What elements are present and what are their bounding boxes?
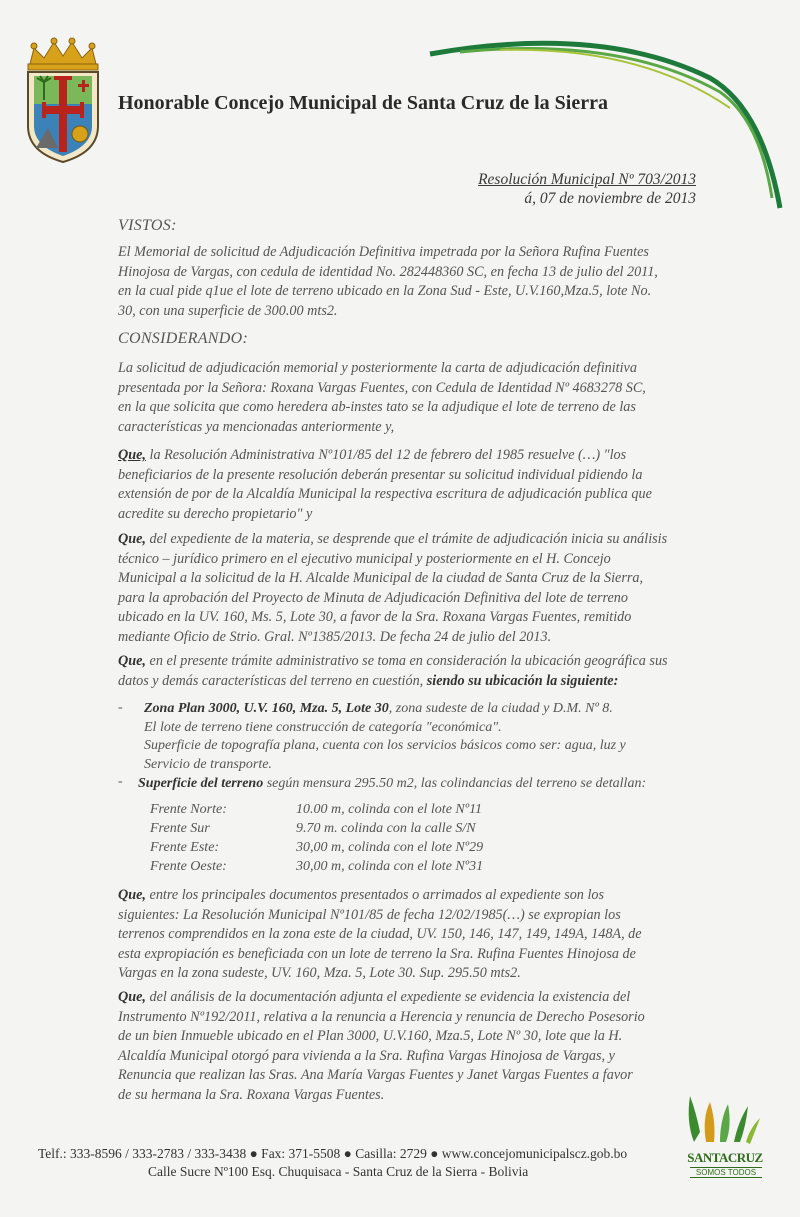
considerando-paragraph-1	[118, 359, 696, 437]
text-line: esta expropiación es beneficiada con un lote de terreno la Sra. Rufina Fuentes Hinojosa de	[118, 945, 636, 962]
considerando-paragraph-3	[118, 530, 696, 648]
text-line: extensión de por de la Alcaldía Municipal la respectiva escritura de adjudicación publica que	[118, 486, 652, 503]
paragraph-5	[118, 886, 696, 984]
text-line: presentada por la Señora: Roxana Vargas Fuentes, con Cedula de Identidad Nº 4683278 SC,	[118, 379, 646, 396]
resolution-block	[478, 170, 696, 208]
table-cell-label: Frente Este:	[150, 840, 220, 855]
text-line: Servicio de transporte.	[144, 756, 272, 772]
que-lead: Que,	[118, 653, 146, 669]
text-line: entre los principales documentos presentados o arrimados al expediente son los	[145, 887, 605, 903]
text-line: datos y demás características del terreno en cuestión,	[118, 672, 427, 689]
table-cell-value: 9.70 m. colinda con la calle S/N	[296, 821, 476, 836]
text-line: de su hermana la Sra. Roxana Vargas Fuentes.	[118, 1086, 385, 1103]
table-cell-value: 10.00 m, colinda con el lote Nº11	[296, 802, 483, 817]
text-line: la Resolución Administrativa Nº101/85 del 12 de febrero del 1985 resuelve (…) "los	[145, 447, 627, 463]
text-line: según mensura 295.50 m2, las colindancias del terreno se detallan:	[263, 776, 647, 791]
text-line: La solicitud de adjudicación memorial y posteriormente la carta de adjudicación definitiva	[118, 360, 637, 376]
zona-block	[144, 700, 704, 774]
resolution-date: á, 07 de noviembre de 2013	[524, 190, 696, 207]
superficie-bold: Superficie del terreno	[138, 776, 264, 791]
text-line: Superficie de topografía plana, cuenta con los servicios básicos como ser: agua, luz y	[144, 738, 626, 753]
text-line: terrenos comprendidos en la zona este de la ciudad, UV. 150, 146, 147, 149, 149A, 148A, de	[118, 926, 642, 943]
considerando-paragraph-2	[118, 446, 696, 524]
text-line: en la que solicita que como heredera ab-instes tato se la adjudique el lote de terreno de las	[118, 399, 636, 416]
footer-contact: Telf.: 333-8596 / 333-2783 / 333-3438 ● Fax: 371-5508 ● Casilla: 2729 ● www.concejomunicipalscz.gob.bo	[38, 1146, 628, 1161]
text-line: mediante Oficio de Strio. Gral. Nº1385/2013. De fecha 24 de julio del 2013.	[118, 628, 552, 645]
colindancias-table	[150, 802, 570, 878]
page-title: Honorable Concejo Municipal de Santa Cruz de la Sierra	[118, 92, 608, 114]
text-line: del expediente de la materia, se desprende que el trámite de adjudicación inicia su análisis	[145, 531, 668, 547]
text-line: del análisis de la documentación adjunta el expediente se evidencia la existencia del	[145, 989, 631, 1005]
table-cell-label: Frente Norte:	[150, 802, 227, 817]
resolution-number: Resolución Municipal Nº 703/2013	[478, 171, 696, 188]
text-line: siguientes: La Resolución Municipal Nº101/85 de fecha 12/02/1985(…) se expropian los	[118, 906, 621, 923]
text-line: El Memorial de solicitud de Adjudicación Definitiva impetrada por la Señora Rufina Fuentes	[118, 244, 649, 260]
bullet-dash: -	[118, 774, 123, 789]
table-cell-value: 30,00 m, colinda con el lote Nº29	[296, 840, 484, 855]
text-line: Alcaldía Municipal otorgó para vivienda a la Sra. Rufina Vargas Hinojosa de Vargas, y	[118, 1047, 615, 1064]
text-line: en la cual pide q1ue el lote de terreno ubicado en la Zona Sud - Este, U.V.160,Mza.5, lote No.	[118, 283, 652, 300]
que-lead: Que,	[118, 531, 146, 547]
coat-of-arms-icon	[20, 36, 106, 166]
zona-bold: Zona Plan 3000, U.V. 160, Mza. 5, Lote 30	[144, 701, 389, 716]
text-line: , zona sudeste de la ciudad y D.M. Nº 8.	[388, 701, 613, 716]
que-lead: Que,	[118, 447, 146, 463]
text-line: ubicado en la UV. 160, Ms. 5, Lote 30, a favor de la Sra. Roxana Vargas Fuentes, remitido	[118, 609, 632, 626]
considerando-paragraph-4	[118, 652, 696, 691]
vistos-heading: VISTOS:	[118, 217, 177, 234]
table-cell-label: Frente Oeste:	[150, 859, 227, 874]
brand-tagline: SOMOS TODOS	[690, 1167, 762, 1178]
text-line: 30, con una superficie de 300.00 mts2.	[118, 302, 338, 319]
table-cell-value: 30,00 m, colinda con el lote Nº31	[296, 859, 484, 874]
paragraph-6	[118, 988, 696, 1106]
text-line: Hinojosa de Vargas, con cedula de identidad No. 282448360 SC, en fecha 13 de julio del 2011,	[118, 263, 658, 280]
text-line: técnico – jurídico primero en el ejecutivo municipal y posteriormente en el H. Concejo	[118, 550, 611, 567]
considerando-heading: CONSIDERANDO:	[118, 330, 249, 347]
bullet-dash: -	[118, 700, 123, 715]
text-line: beneficiarios de la presente resolución deberán presentar su solicitud individual pidiendo la	[118, 466, 643, 483]
vistos-paragraph	[118, 243, 696, 321]
que-lead: Que,	[118, 887, 146, 903]
superficie-block	[138, 774, 708, 794]
text-line: El lote de terreno tiene construcción de categoría "económica".	[144, 719, 502, 735]
text-line: características ya mencionadas anteriormente y,	[118, 418, 395, 435]
text-line-bold: siendo su ubicación la siguiente:	[426, 672, 619, 689]
text-line: Vargas en la zona sudeste, UV. 160, Mza. 5, Lote 30. Sup. 295.50 mts2.	[118, 965, 521, 982]
text-line: Instrumento Nº192/2011, relativa a la renuncia a Herencia y renuncia de Derecho Posesorio	[118, 1008, 645, 1025]
text-line: acredite su derecho propietario" y	[118, 505, 313, 522]
text-line: Renuncia que realizan las Sras. Ana María Vargas Fuentes y Janet Vargas Fuentes a favor	[118, 1067, 633, 1084]
footer-address: Calle Sucre Nº100 Esq. Chuquisaca - Santa Cruz de la Sierra - Bolivia	[148, 1164, 529, 1179]
text-line: para la aprobación del Proyecto de Minuta de Adjudicación Definitiva del lote de terreno	[118, 589, 628, 606]
brand-name: SANTACRUZ	[687, 1150, 763, 1165]
que-lead: Que,	[118, 989, 146, 1005]
table-cell-label: Frente Sur	[150, 821, 210, 836]
text-line: de un bien Inmueble ubicado en el Plan 3000, U.V.160, Mza.5, Lote Nº 30, lote que la H.	[118, 1028, 623, 1045]
text-line: Municipal a la solicitud de la H. Alcalde Municipal de la ciudad de Santa Cruz de la Sierra,	[118, 570, 644, 587]
text-line: en el presente trámite administrativo se toma en consideración la ubicación geográfica sus	[145, 653, 668, 669]
